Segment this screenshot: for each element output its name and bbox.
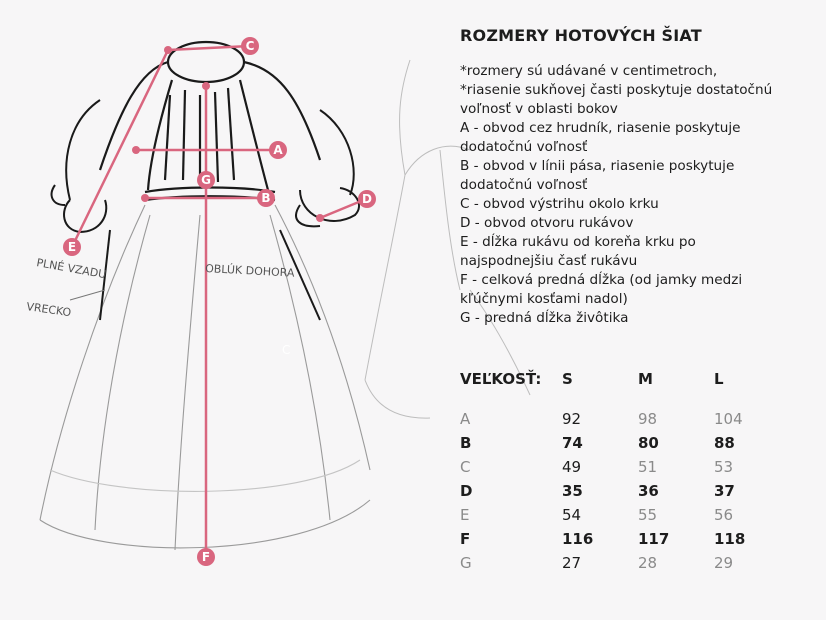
size-value: 117: [638, 530, 670, 548]
svg-text:C: C: [245, 39, 255, 53]
svg-text:B: B: [261, 191, 271, 205]
note-line: *rozmery sú udávané v centimetroch,: [460, 63, 718, 79]
row-label: F: [460, 530, 471, 548]
size-table-label: VEĽKOSŤ:: [460, 370, 542, 388]
size-value: 74: [562, 434, 583, 452]
marker-b: [257, 189, 275, 207]
row-label: A: [460, 410, 471, 428]
svg-text:A: A: [273, 143, 283, 157]
row-label: D: [460, 482, 473, 500]
note-line: dodatočnú voľnosť: [460, 177, 588, 193]
note-line: voľnosť v oblasti bokov: [460, 101, 618, 117]
note-line: kľúčnymi kosťami nadol): [460, 291, 628, 307]
table-row: [460, 410, 800, 434]
notes-block: [460, 62, 810, 328]
svg-text:D: D: [362, 192, 372, 206]
size-value: 35: [562, 482, 583, 500]
note-line: C - obvod výstrihu okolo krku: [460, 196, 659, 212]
stray-letter: C: [282, 343, 291, 357]
note-vrecko: VRECKO: [25, 300, 73, 320]
svg-text:E: E: [67, 240, 77, 254]
note-line: najspodnejšiu časť rukávu: [460, 253, 638, 269]
note-line: *riasenie sukňovej časti poskytuje dostatočnú: [460, 82, 773, 98]
size-value: 36: [638, 482, 659, 500]
svg-text:G: G: [201, 173, 211, 187]
size-value: 53: [714, 458, 734, 476]
table-row: [460, 554, 800, 578]
svg-text:F: F: [201, 550, 211, 564]
size-value: 37: [714, 482, 735, 500]
size-value: 29: [714, 554, 734, 572]
page-title: ROZMERY HOTOVÝCH ŠIAT: [460, 26, 702, 45]
row-label: C: [460, 458, 471, 476]
size-value: 104: [714, 410, 743, 428]
table-row: [460, 458, 800, 482]
marker-e: [63, 238, 81, 256]
size-value: 116: [562, 530, 594, 548]
size-value: 55: [638, 506, 658, 524]
size-header-m: M: [638, 370, 653, 388]
table-row: [460, 482, 800, 506]
marker-c: [241, 37, 259, 55]
table-row: [460, 434, 800, 458]
marker-d: [358, 190, 376, 208]
row-label: B: [460, 434, 472, 452]
size-value: 80: [638, 434, 659, 452]
measurement-lines: [72, 46, 366, 557]
row-label: G: [460, 554, 472, 572]
size-value: 92: [562, 410, 582, 428]
row-label: E: [460, 506, 470, 524]
table-row: [460, 506, 800, 530]
marker-g: [197, 171, 215, 189]
size-value: 28: [638, 554, 658, 572]
marker-a: [269, 141, 287, 159]
note-line: F - celková predná dĺžka (od jamky medzi: [460, 272, 743, 288]
note-line: G - predná dĺžka živôtika: [460, 310, 629, 326]
note-line: A - obvod cez hrudník, riasenie poskytuje: [460, 120, 741, 136]
size-value: 51: [638, 458, 658, 476]
note-pointer: [70, 290, 105, 300]
note-line: dodatočnú voľnosť: [460, 139, 588, 155]
table-row: [460, 530, 800, 554]
note-line: B - obvod v línii pása, riasenie poskytuje: [460, 158, 735, 174]
size-value: 98: [638, 410, 658, 428]
note-line: D - obvod otvoru rukávov: [460, 215, 634, 231]
note-line: E - dĺžka rukávu od koreňa krku po: [460, 234, 696, 250]
size-value: 54: [562, 506, 582, 524]
size-value: 118: [714, 530, 746, 548]
marker-f: [197, 548, 215, 566]
note-oblouk: OBLÚK DOHORA: [204, 262, 295, 280]
size-value: 56: [714, 506, 734, 524]
note-plne-vzadu: PLNÉ VZADU: [35, 256, 108, 282]
size-value: 88: [714, 434, 735, 452]
size-value: 49: [562, 458, 582, 476]
size-value: 27: [562, 554, 582, 572]
size-header-l: L: [714, 370, 724, 388]
size-header-s: S: [562, 370, 573, 388]
